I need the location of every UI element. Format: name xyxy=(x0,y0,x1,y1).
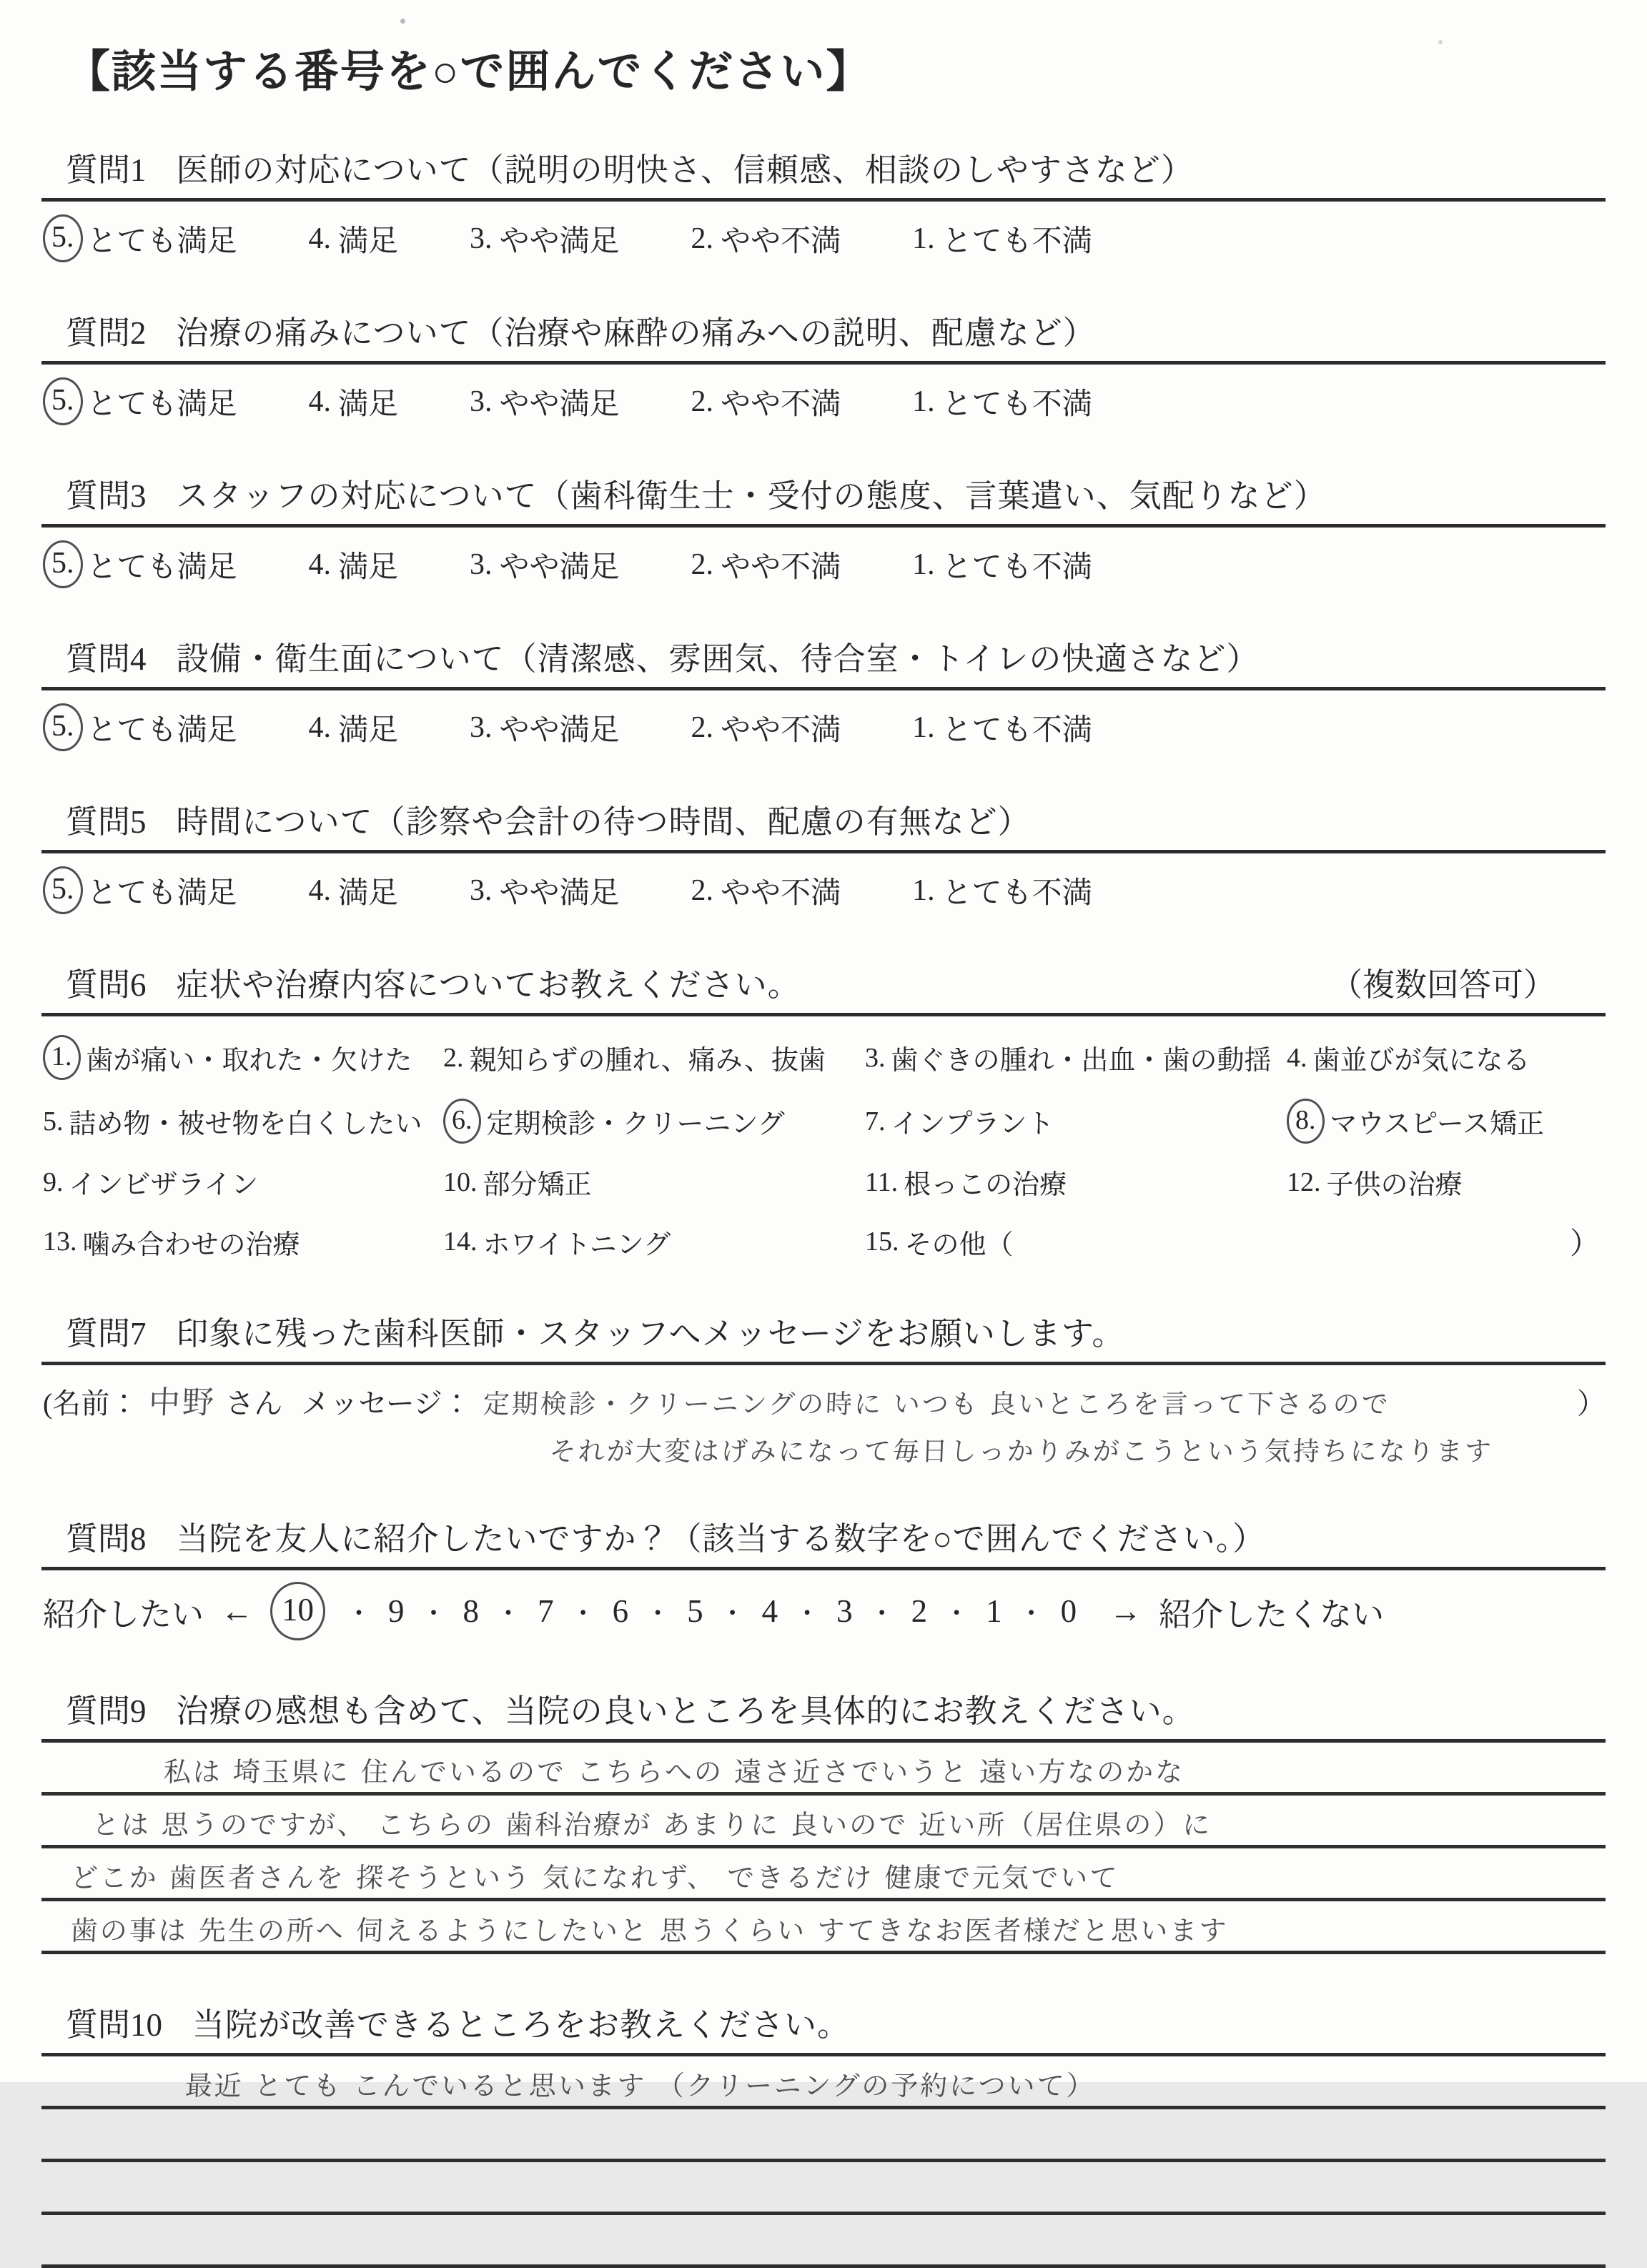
question-header xyxy=(41,2006,1606,2044)
name-field-label: (名前： xyxy=(43,1387,139,1420)
option-number: 2. xyxy=(691,548,714,581)
q9-answer-area xyxy=(41,1743,1606,1954)
scale-separator: ・ xyxy=(869,1598,895,1628)
option-number: 1. xyxy=(912,873,935,907)
scale-number: 5 xyxy=(687,1593,703,1629)
rating-option xyxy=(43,540,237,588)
scale-separator: ・ xyxy=(794,1598,821,1628)
option-number: 14. xyxy=(443,1227,478,1257)
scale-separator: ・ xyxy=(420,1598,447,1628)
handwritten-message-line2: それが大変はげみになって毎日しっかりみがこうという気持ちになります xyxy=(549,1436,1494,1467)
symptom-option xyxy=(443,1038,865,1077)
option-number: 4. xyxy=(1287,1042,1307,1073)
option-number: 2. xyxy=(443,1042,464,1073)
scale-number: 4 xyxy=(761,1593,778,1629)
handwritten-line xyxy=(41,1848,1606,1901)
question-block-q8 xyxy=(41,1520,1606,1640)
option-label: やや不満 xyxy=(721,550,841,584)
option-number: 7. xyxy=(865,1106,886,1137)
question-label: 質問1 xyxy=(66,152,147,188)
handwritten-line xyxy=(41,1796,1606,1848)
option-label: やや満足 xyxy=(499,224,620,258)
question-label: 質問3 xyxy=(66,478,147,514)
option-label: インプラント xyxy=(891,1109,1054,1139)
scale-number: 0 xyxy=(1060,1593,1077,1629)
rating-option xyxy=(691,380,841,423)
option-label: とても満足 xyxy=(86,713,237,747)
rating-option xyxy=(691,543,841,586)
form-content xyxy=(41,151,1606,2268)
option-number: 2. xyxy=(691,385,714,418)
symptom-option xyxy=(1287,1162,1606,1202)
handwritten-message-line1: 定期検診・クリーニングの時に いつも 良いところを言って下さるので xyxy=(483,1389,1391,1420)
answer-circle: 5. xyxy=(43,540,83,588)
scale-number: 3 xyxy=(836,1593,853,1629)
option-number: 12. xyxy=(1287,1167,1321,1197)
question-header xyxy=(41,966,1606,1004)
rating-option xyxy=(912,543,1092,586)
answer-circle: 5. xyxy=(43,377,83,425)
rating-option xyxy=(470,706,620,749)
rating-option xyxy=(470,217,620,260)
option-label: 満足 xyxy=(338,713,399,747)
option-number: 4. xyxy=(308,873,332,907)
symptom-option xyxy=(443,1099,865,1144)
option-number: 10. xyxy=(443,1167,478,1197)
rating-option xyxy=(309,380,399,423)
name-honorific: さん xyxy=(225,1387,283,1420)
q7-answer-line-1 xyxy=(41,1377,1606,1422)
rating-option xyxy=(43,377,237,425)
scale-separator: ・ xyxy=(944,1598,970,1628)
scale-number: 8 xyxy=(463,1593,480,1629)
scale-separator: ・ xyxy=(1018,1598,1044,1628)
handwritten-line xyxy=(41,2056,1606,2109)
option-label: 定期検診・クリーニング xyxy=(486,1109,785,1139)
question-text: 治療の痛みについて（治療や麻酔の痛みへの説明、配慮など） xyxy=(176,315,1096,351)
empty-answer-line xyxy=(41,2162,1606,2215)
handwritten-name: 中野 xyxy=(148,1385,217,1421)
answer-circle: 10 xyxy=(270,1582,325,1640)
option-label: 歯ぐきの腫れ・出血・歯の動揺 xyxy=(891,1046,1272,1076)
option-number: 3. xyxy=(865,1042,886,1073)
rating-option xyxy=(43,703,237,751)
question-header xyxy=(41,314,1606,352)
question-label: 質問9 xyxy=(66,1693,147,1729)
answer-circle: 1. xyxy=(43,1035,81,1080)
option-label: インビザライン xyxy=(69,1170,259,1200)
rating-option xyxy=(309,706,399,749)
scale-left-label: 紹介したい xyxy=(43,1596,204,1633)
scale-number: 6 xyxy=(612,1593,629,1629)
scale-number: 7 xyxy=(538,1593,554,1629)
rating-option xyxy=(912,706,1092,749)
scale-separator: ・ xyxy=(570,1598,596,1628)
option-label: やや満足 xyxy=(499,550,620,584)
divider-line xyxy=(41,1362,1606,1365)
question-label: 質問6 xyxy=(66,967,147,1003)
option-label: その他（ xyxy=(904,1229,1014,1260)
answer-options-row xyxy=(41,853,1606,914)
handwritten-text: 歯の事は 先生の所へ 伺えるようにしたいと 思うくらい すてきなお医者様だと思います xyxy=(70,1915,1230,1946)
question-header xyxy=(41,1520,1606,1558)
option-label: 子供の治療 xyxy=(1326,1170,1463,1200)
answer-circle: 5. xyxy=(43,703,83,751)
question-header xyxy=(41,1692,1606,1730)
scale-separator: ・ xyxy=(346,1598,372,1628)
question-block-q7 xyxy=(41,1314,1606,1468)
question-header xyxy=(41,151,1606,189)
question-block-q2 xyxy=(41,314,1606,425)
option-number: 1. xyxy=(912,222,935,255)
symptom-option xyxy=(865,1101,1287,1141)
scan-speck xyxy=(1438,40,1443,44)
closing-paren: ） xyxy=(1577,1387,1606,1420)
option-number: 4. xyxy=(308,710,332,744)
option-number: 4. xyxy=(308,385,332,418)
question-label: 質問5 xyxy=(66,804,147,840)
question-block-q9 xyxy=(41,1692,1606,1954)
option-number: 11. xyxy=(865,1167,899,1197)
rating-option xyxy=(43,214,237,262)
scale-number: 2 xyxy=(911,1593,928,1629)
option-number: 5. xyxy=(43,1106,64,1137)
option-label: ホワイトニング xyxy=(483,1229,671,1260)
option-number: 3. xyxy=(470,222,493,255)
option-number: 2. xyxy=(691,222,714,255)
answer-options-row xyxy=(41,690,1606,751)
option-label: やや不満 xyxy=(721,876,841,910)
symptom-option xyxy=(443,1222,865,1262)
option-label: 親知らずの腫れ、痛み、抜歯 xyxy=(469,1046,826,1076)
option-label: やや不満 xyxy=(721,713,841,747)
rating-option xyxy=(470,380,620,423)
rating-option xyxy=(470,543,620,586)
option-label: とても満足 xyxy=(86,224,237,258)
symptom-option xyxy=(1287,1099,1606,1144)
option-label: 歯が痛い・取れた・欠けた xyxy=(86,1046,412,1076)
answer-options-row xyxy=(41,528,1606,588)
q10-answer-area xyxy=(41,2056,1606,2268)
option-label: やや満足 xyxy=(499,387,620,421)
option-label: とても不満 xyxy=(941,713,1092,747)
page-title: 【該当する番号を○で囲んでください】 xyxy=(66,48,872,96)
option-label: 満足 xyxy=(338,387,399,421)
option-number: 1. xyxy=(912,548,935,581)
option-number: 1. xyxy=(912,710,935,744)
option-number: 3. xyxy=(470,873,493,907)
scale-number: 9 xyxy=(388,1593,405,1629)
symptom-option xyxy=(865,1222,1287,1262)
question-label: 質問7 xyxy=(66,1316,147,1352)
option-number: 2. xyxy=(691,873,714,907)
option-label: 噛み合わせの治療 xyxy=(82,1229,300,1260)
answer-options-row xyxy=(41,202,1606,262)
multi-answer-note: （複数回答可） xyxy=(1330,967,1556,1003)
option-label: とても不満 xyxy=(941,224,1092,258)
rating-option xyxy=(691,217,841,260)
answer-circle: 5. xyxy=(43,866,83,914)
empty-answer-line xyxy=(41,2215,1606,2268)
question-header xyxy=(41,1314,1606,1353)
question-header xyxy=(41,477,1606,515)
question-text: 治療の感想も含めて、当院の良いところを具体的にお教えください。 xyxy=(176,1693,1195,1729)
empty-answer-line xyxy=(41,2109,1606,2162)
answer-circle: 5. xyxy=(43,214,83,262)
scale-separator: ・ xyxy=(645,1598,671,1628)
option-label: 歯並びが気になる xyxy=(1312,1046,1530,1076)
option-label: マウスピース矯正 xyxy=(1330,1109,1544,1139)
option-number: 1. xyxy=(912,385,935,418)
rating-option xyxy=(43,866,237,914)
rating-option xyxy=(309,543,399,586)
scan-speck xyxy=(400,19,405,24)
option-number: 13. xyxy=(43,1227,77,1257)
rating-option xyxy=(309,217,399,260)
option-label: 満足 xyxy=(338,876,399,910)
rating-option xyxy=(470,869,620,912)
symptom-option xyxy=(865,1162,1287,1202)
handwritten-text: 最近 とても こんでいると思います （クリーニングの予約について） xyxy=(184,2070,1097,2101)
option-number: 4. xyxy=(308,548,332,581)
rating-option xyxy=(309,869,399,912)
symptom-option xyxy=(43,1222,443,1262)
rating-option xyxy=(691,706,841,749)
answer-circle: 8. xyxy=(1287,1099,1325,1144)
handwritten-text: 私は 埼玉県に 住んでいるので こちらへの 遠さ近さでいうと 遠い方なのかな xyxy=(163,1756,1186,1788)
option-label: 満足 xyxy=(338,550,399,584)
question-text: 設備・衛生面について（清潔感、雰囲気、待合室・トイレの快適さなど） xyxy=(176,641,1260,677)
scale-separator: ・ xyxy=(719,1598,746,1628)
nps-scale-row xyxy=(41,1570,1606,1640)
handwritten-line xyxy=(41,1901,1606,1954)
option-label: やや不満 xyxy=(721,387,841,421)
option-number: 4. xyxy=(308,222,332,255)
option-label: とても不満 xyxy=(941,387,1092,421)
option-label: とても不満 xyxy=(941,550,1092,584)
question-block-q3 xyxy=(41,477,1606,588)
question-text: 症状や治療内容についてお教えください。 xyxy=(176,967,801,1003)
rating-option xyxy=(912,380,1092,423)
answer-circle: 6. xyxy=(443,1099,481,1144)
option-label: とても満足 xyxy=(86,387,237,421)
option-label: とても満足 xyxy=(86,550,237,584)
symptom-options-grid xyxy=(41,1016,1606,1263)
option-label: 根っこの治療 xyxy=(904,1170,1067,1200)
rating-option xyxy=(912,217,1092,260)
option-number: 3. xyxy=(470,385,493,418)
question-block-q10 xyxy=(41,2006,1606,2268)
question-block-q1 xyxy=(41,151,1606,262)
question-header xyxy=(41,640,1606,678)
option-number: 2. xyxy=(691,710,714,744)
rating-questions-section xyxy=(41,151,1606,914)
q7-answer-line-2 xyxy=(41,1430,1606,1468)
rating-option xyxy=(691,869,841,912)
scale-separator: ・ xyxy=(495,1598,522,1628)
symptom-option xyxy=(43,1162,443,1202)
closing-paren: ） xyxy=(1569,1228,1600,1261)
question-label: 質問8 xyxy=(66,1521,147,1557)
option-label: とても満足 xyxy=(86,876,237,910)
question-block-q6 xyxy=(41,966,1606,1263)
question-label: 質問4 xyxy=(66,641,147,677)
option-number: 9. xyxy=(43,1167,64,1197)
handwritten-text: とは 思うのですが、 こちらの 歯科治療が あまりに 良いので 近い所（居住県の）に xyxy=(92,1809,1213,1841)
rating-option xyxy=(912,869,1092,912)
symptom-option xyxy=(443,1162,865,1202)
option-label: やや不満 xyxy=(721,224,841,258)
question-text: 印象に残った歯科医師・スタッフへメッセージをお願いします。 xyxy=(176,1316,1125,1352)
message-field-label: メッセージ： xyxy=(301,1387,471,1420)
symptom-option xyxy=(43,1035,443,1080)
option-number: 3. xyxy=(470,548,493,581)
question-block-q4 xyxy=(41,640,1606,751)
question-label: 質問10 xyxy=(66,2007,163,2043)
handwritten-line xyxy=(41,1743,1606,1796)
option-label: やや満足 xyxy=(499,876,620,910)
scale-number: 1 xyxy=(986,1593,1002,1629)
question-text: 当院が改善できるところをお教えください。 xyxy=(192,2007,851,2043)
question-text: スタッフの対応について（歯科衛生士・受付の態度、言葉遣い、気配りなど） xyxy=(176,478,1327,514)
question-text: 時間について（診察や会計の待つ時間、配慮の有無など） xyxy=(176,804,1031,840)
answer-options-row xyxy=(41,365,1606,425)
question-text: 医師の対応について（説明の明快さ、信頼感、相談のしやすさなど） xyxy=(176,152,1194,188)
question-header xyxy=(41,803,1606,841)
left-arrow: ← xyxy=(221,1593,254,1629)
symptom-option xyxy=(1287,1038,1606,1077)
question-block-q5 xyxy=(41,803,1606,914)
option-label: やや満足 xyxy=(499,713,620,747)
option-number: 3. xyxy=(470,710,493,744)
question-text: 当院を友人に紹介したいですか？（該当する数字を○で囲んでください。） xyxy=(176,1521,1266,1557)
symptom-option xyxy=(865,1038,1287,1077)
option-label: とても不満 xyxy=(941,876,1092,910)
option-number: 15. xyxy=(865,1227,899,1257)
symptom-option xyxy=(43,1101,443,1141)
option-label: 満足 xyxy=(338,224,399,258)
option-label: 詰め物・被せ物を白くしたい xyxy=(69,1109,422,1139)
right-arrow: → xyxy=(1109,1593,1142,1629)
question-label: 質問2 xyxy=(66,315,147,351)
scale-right-label: 紹介したくない xyxy=(1159,1596,1385,1633)
option-label: 部分矯正 xyxy=(483,1170,592,1200)
handwritten-text: どこか 歯医者さんを 探そうという 気になれず、 できるだけ 健康で元気でいて xyxy=(70,1862,1119,1893)
